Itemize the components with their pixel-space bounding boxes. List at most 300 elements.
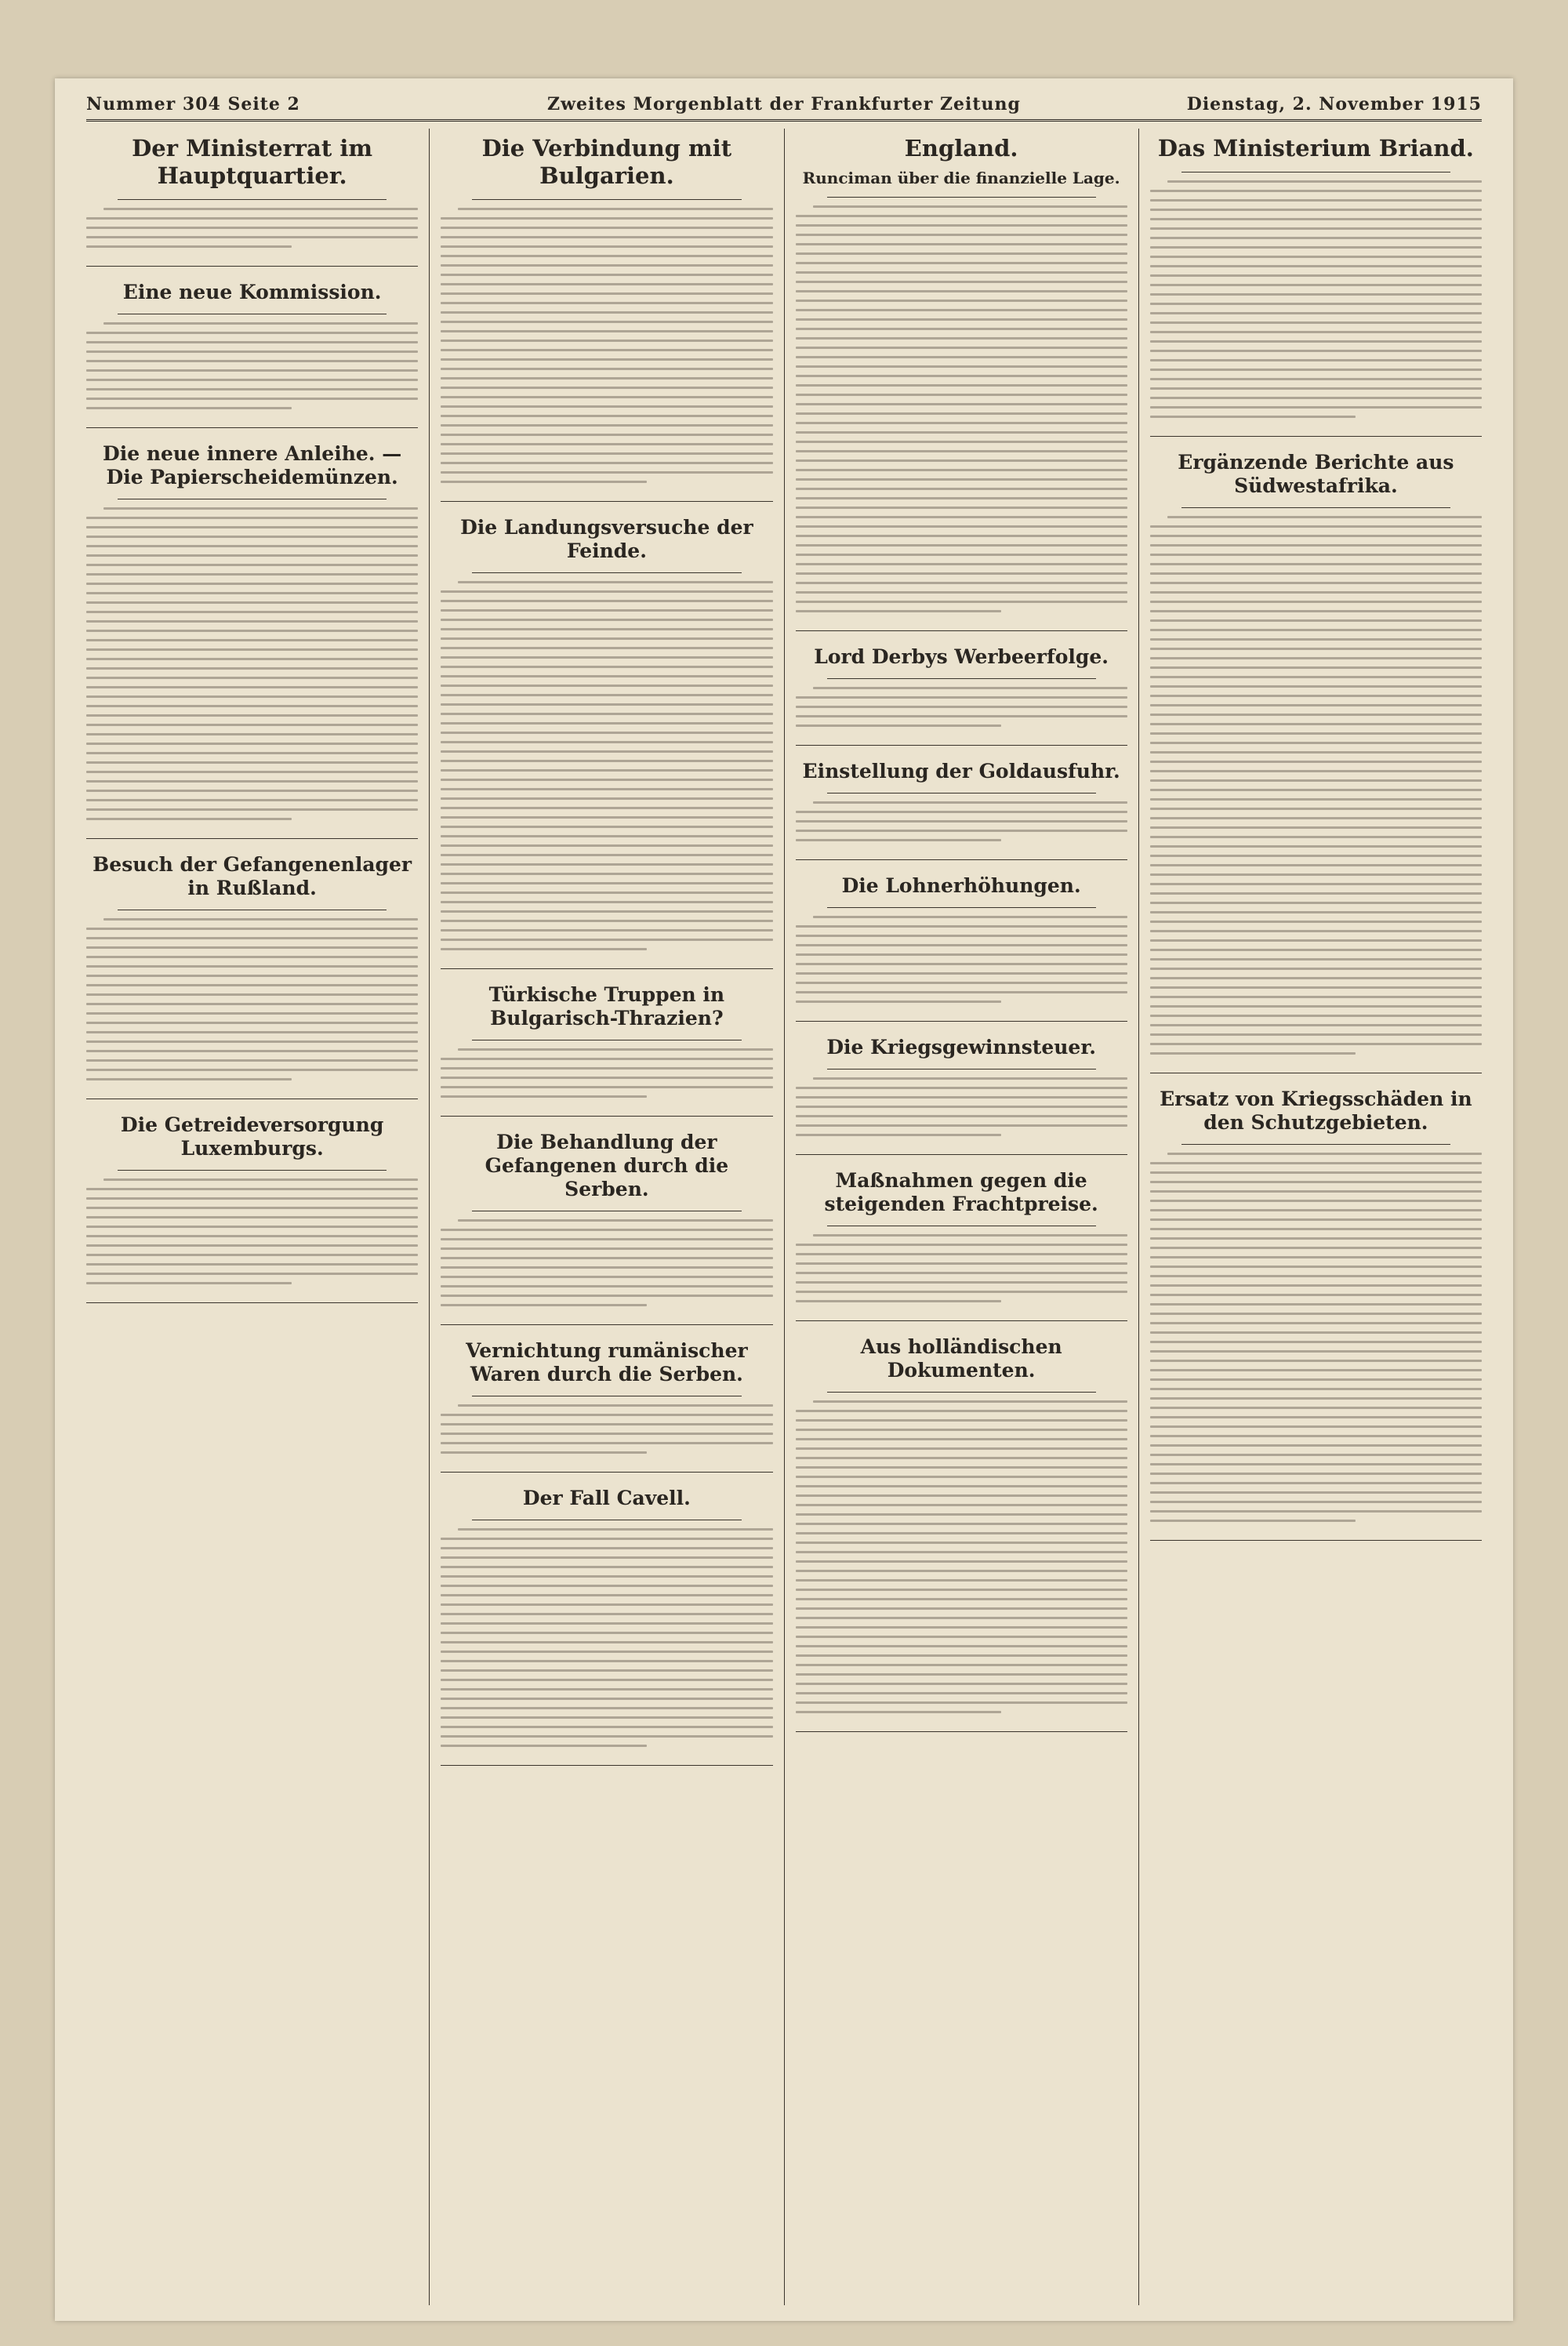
text-line	[1150, 1181, 1482, 1183]
text-line	[86, 1207, 418, 1209]
article-headline: Das Ministerium Briand.	[1157, 135, 1474, 162]
text-line	[441, 452, 772, 455]
text-line	[796, 507, 1127, 509]
article-divider	[441, 968, 772, 969]
text-line	[86, 360, 418, 362]
text-line	[1150, 237, 1482, 239]
text-line	[86, 808, 418, 811]
text-line	[1150, 1200, 1482, 1202]
text-line	[86, 1078, 292, 1080]
text-line	[1150, 1444, 1482, 1447]
text-line	[441, 666, 772, 668]
text-line	[1150, 544, 1482, 547]
text-line	[86, 928, 418, 930]
text-line	[1150, 676, 1482, 678]
text-line	[796, 356, 1127, 358]
text-line	[458, 1528, 772, 1531]
text-line	[1167, 516, 1482, 518]
text-line	[441, 1423, 772, 1425]
text-line	[86, 1003, 418, 1005]
text-line	[796, 318, 1127, 321]
text-line	[796, 1692, 1127, 1694]
article-columns	[86, 129, 1482, 2305]
text-line	[441, 863, 772, 866]
article-headline: Ersatz von Kriegsschäden in den Schutzgebieten.	[1160, 1087, 1472, 1134]
article-headline: England.	[904, 135, 1018, 162]
text-line	[796, 601, 1127, 603]
text-line	[796, 1272, 1127, 1274]
text-line	[441, 1585, 772, 1587]
text-line	[1150, 1313, 1482, 1315]
text-line	[441, 462, 772, 464]
text-line	[441, 1266, 772, 1269]
text-line	[86, 667, 418, 670]
text-line	[1150, 199, 1482, 202]
text-line	[86, 752, 418, 754]
text-line	[441, 910, 772, 913]
article-divider	[441, 501, 772, 502]
text-line	[86, 984, 418, 986]
text-line	[796, 839, 1001, 841]
text-line	[441, 1538, 772, 1540]
text-line	[1150, 1350, 1482, 1353]
article-body-text	[86, 321, 418, 419]
text-line	[796, 1523, 1127, 1525]
article	[1150, 1081, 1482, 1541]
page-number: Nummer 304 Seite 2	[86, 94, 300, 114]
text-line	[86, 583, 418, 585]
article	[86, 129, 418, 267]
text-line	[441, 1594, 772, 1596]
text-line	[441, 1077, 772, 1079]
text-line	[86, 526, 418, 528]
text-line	[1150, 1416, 1482, 1418]
text-line	[796, 1617, 1127, 1619]
text-line	[441, 1238, 772, 1240]
article	[86, 847, 418, 1099]
headline-rule	[827, 1069, 1096, 1070]
text-line	[441, 217, 772, 220]
article-body-text	[1150, 179, 1482, 428]
text-line	[796, 281, 1127, 283]
text-line	[796, 252, 1127, 255]
text-line	[1150, 582, 1482, 584]
text-line	[458, 1219, 772, 1222]
text-line	[441, 694, 772, 696]
text-line	[458, 208, 772, 210]
text-line	[796, 1532, 1127, 1534]
text-line	[796, 394, 1127, 396]
text-line	[1150, 1397, 1482, 1400]
article-body-text	[86, 206, 418, 258]
text-line	[1150, 1209, 1482, 1211]
text-line	[441, 443, 772, 445]
text-line	[796, 478, 1127, 481]
text-line	[86, 771, 418, 773]
text-line	[86, 724, 418, 726]
text-line	[458, 1404, 772, 1407]
text-line	[796, 1419, 1127, 1422]
text-line	[1150, 1171, 1482, 1174]
text-line	[86, 965, 418, 968]
text-line	[796, 1636, 1127, 1638]
text-line	[1150, 525, 1482, 528]
text-line	[1150, 1463, 1482, 1465]
headline-rule	[118, 199, 387, 200]
article	[796, 129, 1127, 631]
article	[796, 1163, 1127, 1321]
text-line	[441, 1442, 772, 1444]
text-line	[441, 358, 772, 361]
text-line	[1150, 563, 1482, 565]
text-line	[441, 600, 772, 602]
text-line	[796, 441, 1127, 443]
text-line	[86, 554, 418, 557]
article-divider	[441, 1324, 772, 1325]
text-line	[441, 1058, 772, 1060]
newspaper-title: Zweites Morgenblatt der Frankfurter Zeitung	[547, 94, 1021, 114]
text-line	[441, 647, 772, 649]
text-line	[1150, 695, 1482, 697]
text-line	[86, 1216, 418, 1218]
text-line	[441, 939, 772, 941]
text-line	[1150, 1024, 1482, 1026]
text-line	[86, 818, 292, 820]
text-line	[796, 1476, 1127, 1478]
text-line	[441, 368, 772, 370]
text-line	[86, 1188, 418, 1190]
text-line	[441, 1095, 646, 1098]
text-line	[1167, 180, 1482, 183]
text-line	[796, 982, 1127, 984]
headline-rule	[827, 907, 1096, 908]
text-line	[1150, 1425, 1482, 1428]
issue-date: Dienstag, 2. November 1915	[1186, 94, 1482, 114]
text-line	[796, 422, 1127, 424]
text-line	[441, 1698, 772, 1700]
text-line	[1150, 1510, 1482, 1513]
text-line	[796, 1654, 1127, 1657]
text-line	[796, 706, 1127, 708]
article-divider	[796, 745, 1127, 746]
text-line	[441, 1622, 772, 1625]
text-line	[1150, 789, 1482, 791]
text-line	[86, 639, 418, 641]
text-line	[441, 481, 646, 483]
text-line	[441, 1735, 772, 1738]
text-line	[796, 563, 1127, 565]
text-line	[86, 236, 418, 238]
text-line	[441, 1641, 772, 1643]
text-line	[1150, 1218, 1482, 1221]
text-line	[441, 292, 772, 295]
text-line	[441, 424, 772, 427]
article	[441, 1124, 772, 1325]
article	[1150, 445, 1482, 1073]
text-line	[1150, 1369, 1482, 1371]
text-line	[441, 377, 772, 380]
article-headline: Die Behandlung der Gefangenen durch die Serben.	[485, 1130, 729, 1200]
text-line	[441, 1086, 772, 1088]
text-line	[441, 590, 772, 593]
text-line	[86, 630, 418, 632]
text-line	[441, 1660, 772, 1662]
text-line	[1150, 218, 1482, 220]
text-line	[796, 1683, 1127, 1685]
text-line	[103, 208, 418, 210]
headline-rule	[118, 1170, 387, 1171]
text-line	[1150, 1331, 1482, 1334]
text-line	[1150, 732, 1482, 735]
text-line	[86, 686, 418, 688]
text-line	[1150, 666, 1482, 669]
text-line	[86, 517, 418, 519]
article	[796, 754, 1127, 860]
text-line	[1150, 723, 1482, 725]
article	[441, 510, 772, 969]
text-line	[441, 835, 772, 837]
text-line	[796, 1607, 1127, 1610]
text-line	[86, 379, 418, 381]
text-line	[86, 1022, 418, 1024]
article-body-text	[796, 1233, 1127, 1313]
text-line	[796, 1513, 1127, 1516]
text-line	[441, 1707, 772, 1709]
article-headline: Die Kriegsgewinnsteuer.	[826, 1035, 1096, 1059]
headline-rule	[827, 1392, 1096, 1393]
text-line	[441, 732, 772, 734]
text-line	[1150, 369, 1482, 371]
text-line	[796, 1253, 1127, 1255]
text-line	[86, 780, 418, 783]
text-line	[1150, 986, 1482, 989]
article-body-text	[1150, 514, 1482, 1065]
text-line	[441, 769, 772, 772]
article-headline: Die Verbindung mit Bulgarien.	[481, 135, 732, 189]
text-line	[796, 497, 1127, 499]
text-line	[441, 1451, 646, 1454]
text-line	[86, 761, 418, 764]
text-line	[441, 434, 772, 436]
text-line	[1150, 227, 1482, 230]
text-line	[1150, 1162, 1482, 1164]
text-line	[813, 916, 1127, 918]
text-line	[86, 714, 418, 717]
text-line	[86, 1012, 418, 1015]
text-line	[1150, 601, 1482, 603]
text-line	[1150, 1454, 1482, 1456]
headline-rule	[472, 199, 741, 200]
text-line	[86, 1226, 418, 1228]
article	[1150, 129, 1482, 437]
text-line	[1150, 836, 1482, 838]
text-line	[796, 1291, 1127, 1293]
text-line	[796, 215, 1127, 217]
text-line	[86, 1244, 418, 1247]
text-line	[86, 350, 418, 353]
text-line	[1150, 845, 1482, 848]
text-line	[796, 1485, 1127, 1487]
text-line	[1150, 629, 1482, 631]
text-line	[1150, 256, 1482, 258]
article-headline: Einstellung der Goldausfuhr.	[802, 759, 1120, 783]
article-headline: Eine neue Kommission.	[122, 280, 382, 303]
text-line	[1150, 751, 1482, 754]
article	[86, 436, 418, 839]
text-line	[86, 1031, 418, 1033]
article-divider	[86, 266, 418, 267]
text-line	[1150, 610, 1482, 612]
text-line	[441, 1745, 646, 1747]
text-line	[103, 322, 418, 325]
text-line	[1150, 958, 1482, 961]
text-line	[441, 1067, 772, 1070]
text-line	[86, 620, 418, 623]
column-3	[784, 129, 1138, 2305]
text-line	[86, 658, 418, 660]
text-line	[86, 611, 418, 613]
text-line	[441, 637, 772, 640]
text-line	[796, 365, 1127, 368]
text-line	[1150, 873, 1482, 876]
text-line	[796, 1701, 1127, 1704]
text-line	[441, 471, 772, 474]
text-line	[796, 375, 1127, 377]
text-line	[1150, 1266, 1482, 1268]
text-line	[441, 1726, 772, 1728]
article-headline: Die neue innere Anleihe. — Die Papierscheidemünzen.	[103, 441, 402, 488]
text-line	[1150, 902, 1482, 904]
text-line	[1150, 1501, 1482, 1503]
text-line	[796, 271, 1127, 274]
text-line	[86, 1197, 418, 1200]
text-line	[441, 1651, 772, 1653]
text-line	[1150, 798, 1482, 801]
column-4	[1138, 129, 1482, 2305]
text-line	[86, 564, 418, 566]
text-line	[1150, 1435, 1482, 1437]
text-line	[441, 713, 772, 715]
text-line	[1150, 883, 1482, 885]
article-headline: Ergänzende Berichte aus Südwestafrika.	[1178, 450, 1454, 497]
article-body-text	[86, 506, 418, 830]
text-line	[441, 1433, 772, 1435]
article	[796, 868, 1127, 1022]
article-divider	[441, 1116, 772, 1117]
text-line	[441, 703, 772, 706]
text-line	[86, 1040, 418, 1043]
text-line	[441, 873, 772, 875]
text-line	[1150, 1294, 1482, 1296]
text-line	[1150, 387, 1482, 390]
text-line	[1150, 1341, 1482, 1343]
text-line	[1150, 921, 1482, 923]
text-line	[1150, 742, 1482, 744]
text-line	[441, 330, 772, 332]
text-line	[796, 328, 1127, 330]
text-line	[1150, 1228, 1482, 1230]
text-line	[1150, 1237, 1482, 1240]
headline-rule	[827, 678, 1096, 679]
text-line	[441, 405, 772, 408]
newspaper-page	[55, 78, 1513, 2321]
article-body-text	[796, 1076, 1127, 1146]
article-body-text	[441, 1527, 772, 1757]
text-line	[796, 459, 1127, 462]
text-line	[441, 274, 772, 276]
text-line	[86, 956, 418, 958]
article-headline: Die Landungsversuche der Feinde.	[460, 515, 753, 562]
text-line	[86, 1263, 418, 1266]
text-line	[796, 582, 1127, 584]
text-line	[1150, 930, 1482, 932]
text-line	[86, 937, 418, 939]
article-divider	[441, 1472, 772, 1473]
text-line	[86, 388, 418, 390]
text-line	[1150, 1043, 1482, 1045]
text-line	[1150, 619, 1482, 622]
text-line	[1150, 350, 1482, 352]
text-line	[813, 801, 1127, 804]
text-line	[1150, 1284, 1482, 1287]
text-line	[796, 1504, 1127, 1506]
article-divider	[796, 630, 1127, 631]
article-headline: Der Fall Cavell.	[522, 1486, 691, 1509]
text-line	[796, 290, 1127, 292]
text-line	[796, 450, 1127, 452]
text-line	[796, 715, 1127, 717]
text-line	[1150, 359, 1482, 361]
text-line	[441, 760, 772, 762]
headline-rule	[827, 793, 1096, 794]
text-line	[441, 1276, 772, 1278]
text-line	[796, 1115, 1127, 1117]
text-line	[1150, 826, 1482, 829]
article-body-text	[796, 685, 1127, 737]
text-line	[796, 1087, 1127, 1089]
text-line	[813, 1400, 1127, 1403]
text-line	[796, 1096, 1127, 1099]
text-line	[441, 264, 772, 267]
text-line	[796, 337, 1127, 340]
text-line	[441, 628, 772, 630]
text-line	[441, 1304, 646, 1306]
text-line	[86, 743, 418, 745]
text-line	[1150, 1473, 1482, 1475]
text-line	[441, 255, 772, 257]
text-line	[1150, 406, 1482, 409]
text-line	[796, 1124, 1127, 1127]
text-line	[441, 1295, 772, 1297]
text-line	[1150, 855, 1482, 857]
text-line	[796, 403, 1127, 405]
text-line	[1150, 591, 1482, 594]
text-line	[86, 1273, 418, 1275]
text-line	[796, 309, 1127, 311]
text-line	[1150, 1052, 1356, 1055]
text-line	[441, 1556, 772, 1559]
article-headline: Aus holländischen Dokumenten.	[860, 1335, 1062, 1382]
text-line	[1150, 657, 1482, 659]
text-line	[796, 1579, 1127, 1582]
text-line	[86, 369, 418, 372]
article-body-text	[441, 579, 772, 961]
article	[796, 1030, 1127, 1155]
text-line	[1150, 554, 1482, 556]
text-line	[441, 1547, 772, 1549]
text-line	[86, 1059, 418, 1062]
text-line	[796, 1589, 1127, 1591]
